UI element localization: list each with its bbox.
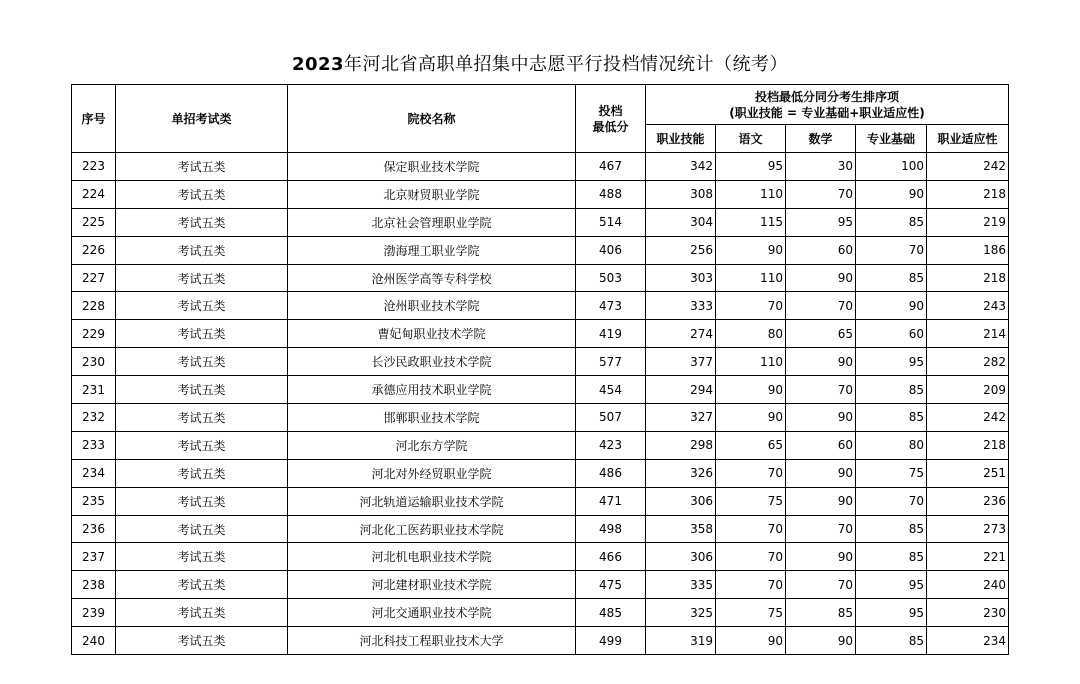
cell-chinese: 110	[716, 348, 786, 376]
cell-math: 30	[786, 153, 856, 181]
header-category: 单招考试类	[116, 85, 288, 153]
cell-category: 考试五类	[116, 543, 288, 571]
cell-base: 85	[856, 264, 927, 292]
cell-min-score: 466	[576, 543, 646, 571]
cell-skill: 327	[646, 404, 716, 432]
header-school: 院校名称	[288, 85, 576, 153]
cell-seq: 223	[72, 153, 116, 181]
cell-category: 考试五类	[116, 153, 288, 181]
cell-skill: 377	[646, 348, 716, 376]
cell-adapt: 242	[927, 404, 1009, 432]
cell-category: 考试五类	[116, 320, 288, 348]
cell-chinese: 110	[716, 264, 786, 292]
cell-skill: 306	[646, 487, 716, 515]
cell-school: 河北对外经贸职业学院	[288, 459, 576, 487]
cell-base: 70	[856, 487, 927, 515]
cell-school: 长沙民政职业技术学院	[288, 348, 576, 376]
cell-base: 100	[856, 153, 927, 181]
cell-min-score: 577	[576, 348, 646, 376]
cell-adapt: 282	[927, 348, 1009, 376]
cell-min-score: 503	[576, 264, 646, 292]
cell-math: 90	[786, 543, 856, 571]
table-row	[72, 236, 1009, 264]
cell-math: 90	[786, 348, 856, 376]
table-row	[72, 627, 1009, 655]
cell-chinese: 115	[716, 208, 786, 236]
cell-min-score: 475	[576, 571, 646, 599]
cell-min-score: 423	[576, 431, 646, 459]
cell-school: 河北化工医药职业技术学院	[288, 515, 576, 543]
cell-adapt: 230	[927, 599, 1009, 627]
header-tiebreak-note: (职业技能 = 专业基础+职业适应性)	[729, 105, 925, 120]
cell-seq: 227	[72, 264, 116, 292]
cell-adapt: 218	[927, 180, 1009, 208]
table-row	[72, 348, 1009, 376]
header-min-score	[576, 85, 646, 153]
cell-min-score: 406	[576, 236, 646, 264]
cell-min-score: 473	[576, 292, 646, 320]
table-row	[72, 320, 1009, 348]
cell-seq: 238	[72, 571, 116, 599]
cell-category: 考试五类	[116, 459, 288, 487]
header-min-score-line1: 投档	[598, 103, 623, 118]
cell-school: 河北东方学院	[288, 431, 576, 459]
cell-seq: 226	[72, 236, 116, 264]
cell-category: 考试五类	[116, 487, 288, 515]
table-body	[72, 153, 1009, 655]
cell-skill: 333	[646, 292, 716, 320]
admission-table	[71, 84, 1009, 655]
cell-seq: 235	[72, 487, 116, 515]
cell-chinese: 70	[716, 292, 786, 320]
cell-school: 河北机电职业技术学院	[288, 543, 576, 571]
cell-adapt: 186	[927, 236, 1009, 264]
cell-adapt: 251	[927, 459, 1009, 487]
table-row	[72, 515, 1009, 543]
cell-min-score: 471	[576, 487, 646, 515]
cell-math: 90	[786, 264, 856, 292]
cell-chinese: 110	[716, 180, 786, 208]
cell-math: 85	[786, 599, 856, 627]
cell-school: 河北科技工程职业技术大学	[288, 627, 576, 655]
cell-base: 85	[856, 515, 927, 543]
cell-min-score: 485	[576, 599, 646, 627]
cell-chinese: 75	[716, 487, 786, 515]
cell-skill: 298	[646, 431, 716, 459]
cell-min-score: 486	[576, 459, 646, 487]
cell-base: 90	[856, 292, 927, 320]
cell-category: 考试五类	[116, 376, 288, 404]
cell-min-score: 499	[576, 627, 646, 655]
table-row	[72, 292, 1009, 320]
header-tiebreak-title: 投档最低分同分考生排序项	[755, 89, 900, 104]
table-row	[72, 404, 1009, 432]
cell-chinese: 90	[716, 627, 786, 655]
cell-chinese: 90	[716, 404, 786, 432]
cell-base: 60	[856, 320, 927, 348]
cell-skill: 326	[646, 459, 716, 487]
cell-category: 考试五类	[116, 571, 288, 599]
cell-school: 北京财贸职业学院	[288, 180, 576, 208]
cell-seq: 225	[72, 208, 116, 236]
cell-school: 沧州职业技术学院	[288, 292, 576, 320]
cell-seq: 236	[72, 515, 116, 543]
header-math: 数学	[786, 125, 856, 153]
cell-adapt: 218	[927, 264, 1009, 292]
cell-base: 85	[856, 208, 927, 236]
header-base: 专业基础	[856, 125, 927, 153]
header-skill: 职业技能	[646, 125, 716, 153]
table-row	[72, 571, 1009, 599]
cell-school: 邯郸职业技术学院	[288, 404, 576, 432]
cell-skill: 325	[646, 599, 716, 627]
cell-math: 70	[786, 292, 856, 320]
cell-min-score: 454	[576, 376, 646, 404]
page-title	[0, 52, 1080, 78]
cell-school: 沧州医学高等专科学校	[288, 264, 576, 292]
cell-base: 85	[856, 404, 927, 432]
cell-category: 考试五类	[116, 264, 288, 292]
cell-school: 河北建材职业技术学院	[288, 571, 576, 599]
table-row	[72, 459, 1009, 487]
cell-skill: 319	[646, 627, 716, 655]
cell-seq: 231	[72, 376, 116, 404]
cell-seq: 233	[72, 431, 116, 459]
header-min-score-line2: 最低分	[592, 119, 629, 134]
cell-seq: 234	[72, 459, 116, 487]
cell-category: 考试五类	[116, 180, 288, 208]
header-chinese: 语文	[716, 125, 786, 153]
table-row	[72, 264, 1009, 292]
cell-base: 95	[856, 571, 927, 599]
cell-chinese: 65	[716, 431, 786, 459]
cell-math: 90	[786, 404, 856, 432]
cell-skill: 303	[646, 264, 716, 292]
cell-adapt: 209	[927, 376, 1009, 404]
cell-min-score: 498	[576, 515, 646, 543]
cell-school: 北京社会管理职业学院	[288, 208, 576, 236]
cell-chinese: 70	[716, 571, 786, 599]
table-row	[72, 431, 1009, 459]
cell-skill: 358	[646, 515, 716, 543]
cell-math: 90	[786, 627, 856, 655]
cell-adapt: 214	[927, 320, 1009, 348]
cell-math: 70	[786, 376, 856, 404]
cell-base: 85	[856, 627, 927, 655]
cell-skill: 294	[646, 376, 716, 404]
cell-min-score: 488	[576, 180, 646, 208]
cell-base: 80	[856, 431, 927, 459]
cell-adapt: 240	[927, 571, 1009, 599]
table-row	[72, 599, 1009, 627]
cell-school: 渤海理工职业学院	[288, 236, 576, 264]
cell-school: 保定职业技术学院	[288, 153, 576, 181]
cell-adapt: 273	[927, 515, 1009, 543]
cell-seq: 229	[72, 320, 116, 348]
cell-chinese: 75	[716, 599, 786, 627]
cell-seq: 240	[72, 627, 116, 655]
table-row	[72, 208, 1009, 236]
cell-category: 考试五类	[116, 599, 288, 627]
table-row	[72, 376, 1009, 404]
cell-category: 考试五类	[116, 292, 288, 320]
cell-skill: 335	[646, 571, 716, 599]
cell-adapt: 234	[927, 627, 1009, 655]
cell-adapt: 221	[927, 543, 1009, 571]
cell-base: 85	[856, 376, 927, 404]
header-tiebreak-group	[646, 85, 1009, 125]
cell-chinese: 70	[716, 459, 786, 487]
cell-adapt: 219	[927, 208, 1009, 236]
cell-min-score: 467	[576, 153, 646, 181]
cell-math: 60	[786, 236, 856, 264]
title-year: 2023	[291, 54, 345, 75]
cell-base: 95	[856, 599, 927, 627]
cell-adapt: 236	[927, 487, 1009, 515]
cell-seq: 230	[72, 348, 116, 376]
header-seq: 序号	[72, 85, 116, 153]
cell-math: 70	[786, 180, 856, 208]
cell-math: 70	[786, 571, 856, 599]
cell-base: 75	[856, 459, 927, 487]
cell-chinese: 70	[716, 515, 786, 543]
cell-math: 90	[786, 487, 856, 515]
cell-math: 60	[786, 431, 856, 459]
cell-chinese: 90	[716, 236, 786, 264]
cell-skill: 274	[646, 320, 716, 348]
cell-category: 考试五类	[116, 515, 288, 543]
cell-base: 90	[856, 180, 927, 208]
cell-skill: 342	[646, 153, 716, 181]
table-header	[72, 85, 1009, 153]
cell-category: 考试五类	[116, 627, 288, 655]
cell-category: 考试五类	[116, 348, 288, 376]
cell-seq: 239	[72, 599, 116, 627]
cell-min-score: 419	[576, 320, 646, 348]
cell-base: 85	[856, 543, 927, 571]
table-row	[72, 180, 1009, 208]
cell-chinese: 80	[716, 320, 786, 348]
cell-category: 考试五类	[116, 431, 288, 459]
header-adapt: 职业适应性	[927, 125, 1009, 153]
cell-category: 考试五类	[116, 236, 288, 264]
cell-seq: 228	[72, 292, 116, 320]
cell-chinese: 70	[716, 543, 786, 571]
cell-adapt: 242	[927, 153, 1009, 181]
table-row	[72, 543, 1009, 571]
title-text: 年河北省高职单招集中志愿平行投档情况统计（统考）	[344, 54, 789, 75]
cell-school: 承德应用技术职业学院	[288, 376, 576, 404]
cell-skill: 308	[646, 180, 716, 208]
cell-seq: 224	[72, 180, 116, 208]
cell-skill: 304	[646, 208, 716, 236]
cell-chinese: 95	[716, 153, 786, 181]
cell-school: 河北轨道运输职业技术学院	[288, 487, 576, 515]
cell-base: 95	[856, 348, 927, 376]
table-row	[72, 487, 1009, 515]
cell-math: 90	[786, 459, 856, 487]
cell-seq: 237	[72, 543, 116, 571]
cell-math: 95	[786, 208, 856, 236]
cell-skill: 256	[646, 236, 716, 264]
cell-skill: 306	[646, 543, 716, 571]
cell-math: 65	[786, 320, 856, 348]
cell-min-score: 514	[576, 208, 646, 236]
cell-adapt: 218	[927, 431, 1009, 459]
cell-chinese: 90	[716, 376, 786, 404]
cell-school: 曹妃甸职业技术学院	[288, 320, 576, 348]
cell-math: 70	[786, 515, 856, 543]
cell-category: 考试五类	[116, 208, 288, 236]
cell-category: 考试五类	[116, 404, 288, 432]
cell-seq: 232	[72, 404, 116, 432]
table-row	[72, 153, 1009, 181]
cell-school: 河北交通职业技术学院	[288, 599, 576, 627]
cell-min-score: 507	[576, 404, 646, 432]
cell-base: 70	[856, 236, 927, 264]
cell-adapt: 243	[927, 292, 1009, 320]
